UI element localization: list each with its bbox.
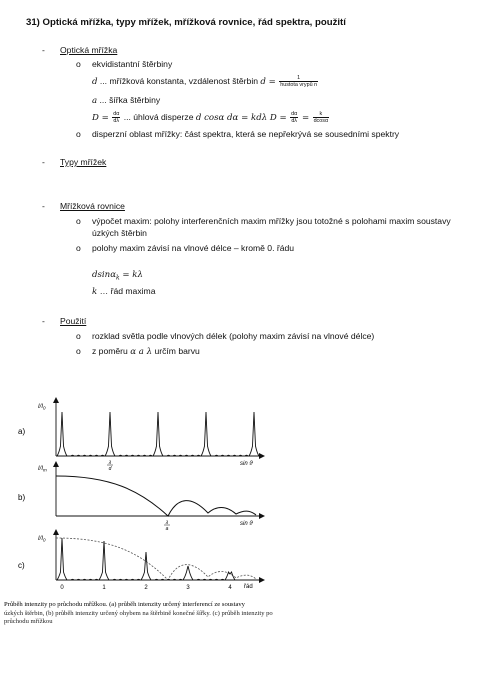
x-label-b: sin ϑ [240,521,253,527]
fraction [313,111,330,124]
fraction [279,75,318,88]
math-expression: dsinα [92,270,116,280]
list-item: ekvidistantní štěrbiny [92,59,173,69]
panel-label-a: a) [18,427,26,436]
fraction-denominator: dλ [291,118,298,124]
math-expression: d cosα dα = kdλ D = [195,112,287,123]
order-ticks [60,585,232,591]
equation-note [92,286,155,298]
fraction [112,111,120,124]
section-bullet: - [42,201,45,211]
list-item: výpočet maxim: polohy interferenčních maxim mřížky jsou totožné s polohami maxim soustavy [92,216,451,226]
tick-den-b: a [165,526,169,532]
tick-num-b: λ [165,520,169,526]
math-variable: k [92,287,98,297]
item-text: ... úhlová disperze [121,111,196,122]
item-text: ... mřížková konstanta, vzdálenost štěrbin [97,75,261,86]
math-expression: α a λ [130,347,153,357]
intensity-figure [0,390,500,612]
list-item: disperzní oblast mřížky: část spektra, která se nepřekrývá se sousedními spektry [92,129,400,139]
list-bullet: o [76,129,81,139]
math-variable: d [92,76,98,87]
fraction-numerator: k [313,111,330,118]
list-item [92,75,319,88]
fraction-denominator: dλ [113,118,120,124]
fraction-numerator: dα [291,111,298,117]
y-label-c: $I/I_0$ [38,536,46,543]
diffraction-envelope-curve [56,476,256,516]
order-tick-label: 0 [60,585,64,591]
list-bullet: o [76,331,81,341]
item-text: z poměru [92,346,131,356]
math-expression: = kλ [119,270,143,280]
order-tick-label: 3 [186,585,190,591]
y-label-a: $I/I_0$ [38,404,46,411]
page-title: 31) Optická mřížka, typy mřížek, mřížková rovnice, řád spektra, použití [26,17,346,28]
intensity-curve-a [56,412,259,456]
section-bullet: - [42,316,45,326]
list-bullet: o [76,346,81,356]
figure-caption-line: průchodu mřížkou [4,618,53,625]
tick-num-a: λ [108,460,112,466]
order-tick-label: 1 [102,585,106,591]
figure-caption-line: Průběh intenzity po průchodu mřížkou. (a) průběh intenzity určený interferencí ze soustavy [4,601,245,608]
section-title-grating-equation: Mřížková rovnice [60,201,125,211]
list-bullet: o [76,216,81,226]
x-label-a: sin ϑ [240,461,253,467]
fraction-numerator: 1 [279,75,318,82]
order-tick-label: 4 [228,585,232,591]
list-bullet: o [76,243,81,253]
math-variable: a [92,96,98,106]
equation-grating [92,270,143,284]
list-bullet: o [76,59,81,69]
fraction-denominator: hustota vrypů n [280,82,318,88]
list-item-continuation: úzkých štěrbin [92,228,147,238]
list-item: polohy maxim závisí na vlnové délce – kromě 0. řádu [92,243,295,253]
fraction-numerator: dα [113,111,120,117]
x-label-c: řád [244,584,253,590]
list-item: rozklad světla podle vlnových délek (polohy maxim závisí na vlnové délce) [92,331,375,341]
figure-caption-line: úzkých štěrbin, (b) průběh intenzity určený ohybem na štěrbině konečné šířky. (c) průběh intenzity po [4,610,273,617]
list-item [92,346,200,358]
fraction [290,111,298,124]
envelope-dashed-curve [56,538,256,580]
y-label-b: $I/I_m$ [38,466,47,473]
section-bullet: - [42,157,45,167]
item-text: … řád maxima [97,286,156,296]
math-expression: = [299,112,310,123]
math-expression: d = [260,76,276,87]
tick-den-a: d [108,466,112,472]
order-tick-label: 2 [144,585,148,591]
panel-label-b: b) [18,493,26,502]
item-text: ... šířka štěrbiny [97,95,161,105]
panel-label-c: c) [18,561,25,570]
math-subscript: k [116,274,120,282]
section-title-usage: Použití [60,316,87,326]
intensity-curve-c [56,538,256,580]
item-text: určím barvu [152,346,200,356]
list-item [92,95,160,107]
list-item [92,111,330,124]
fraction-denominator: dcosα [313,118,329,124]
section-title-grating-types: Typy mřížek [60,157,107,167]
section-bullet: - [42,45,45,55]
section-title-optical-grating: Optická mřížka [60,45,118,55]
math-expression: D = [92,112,109,123]
